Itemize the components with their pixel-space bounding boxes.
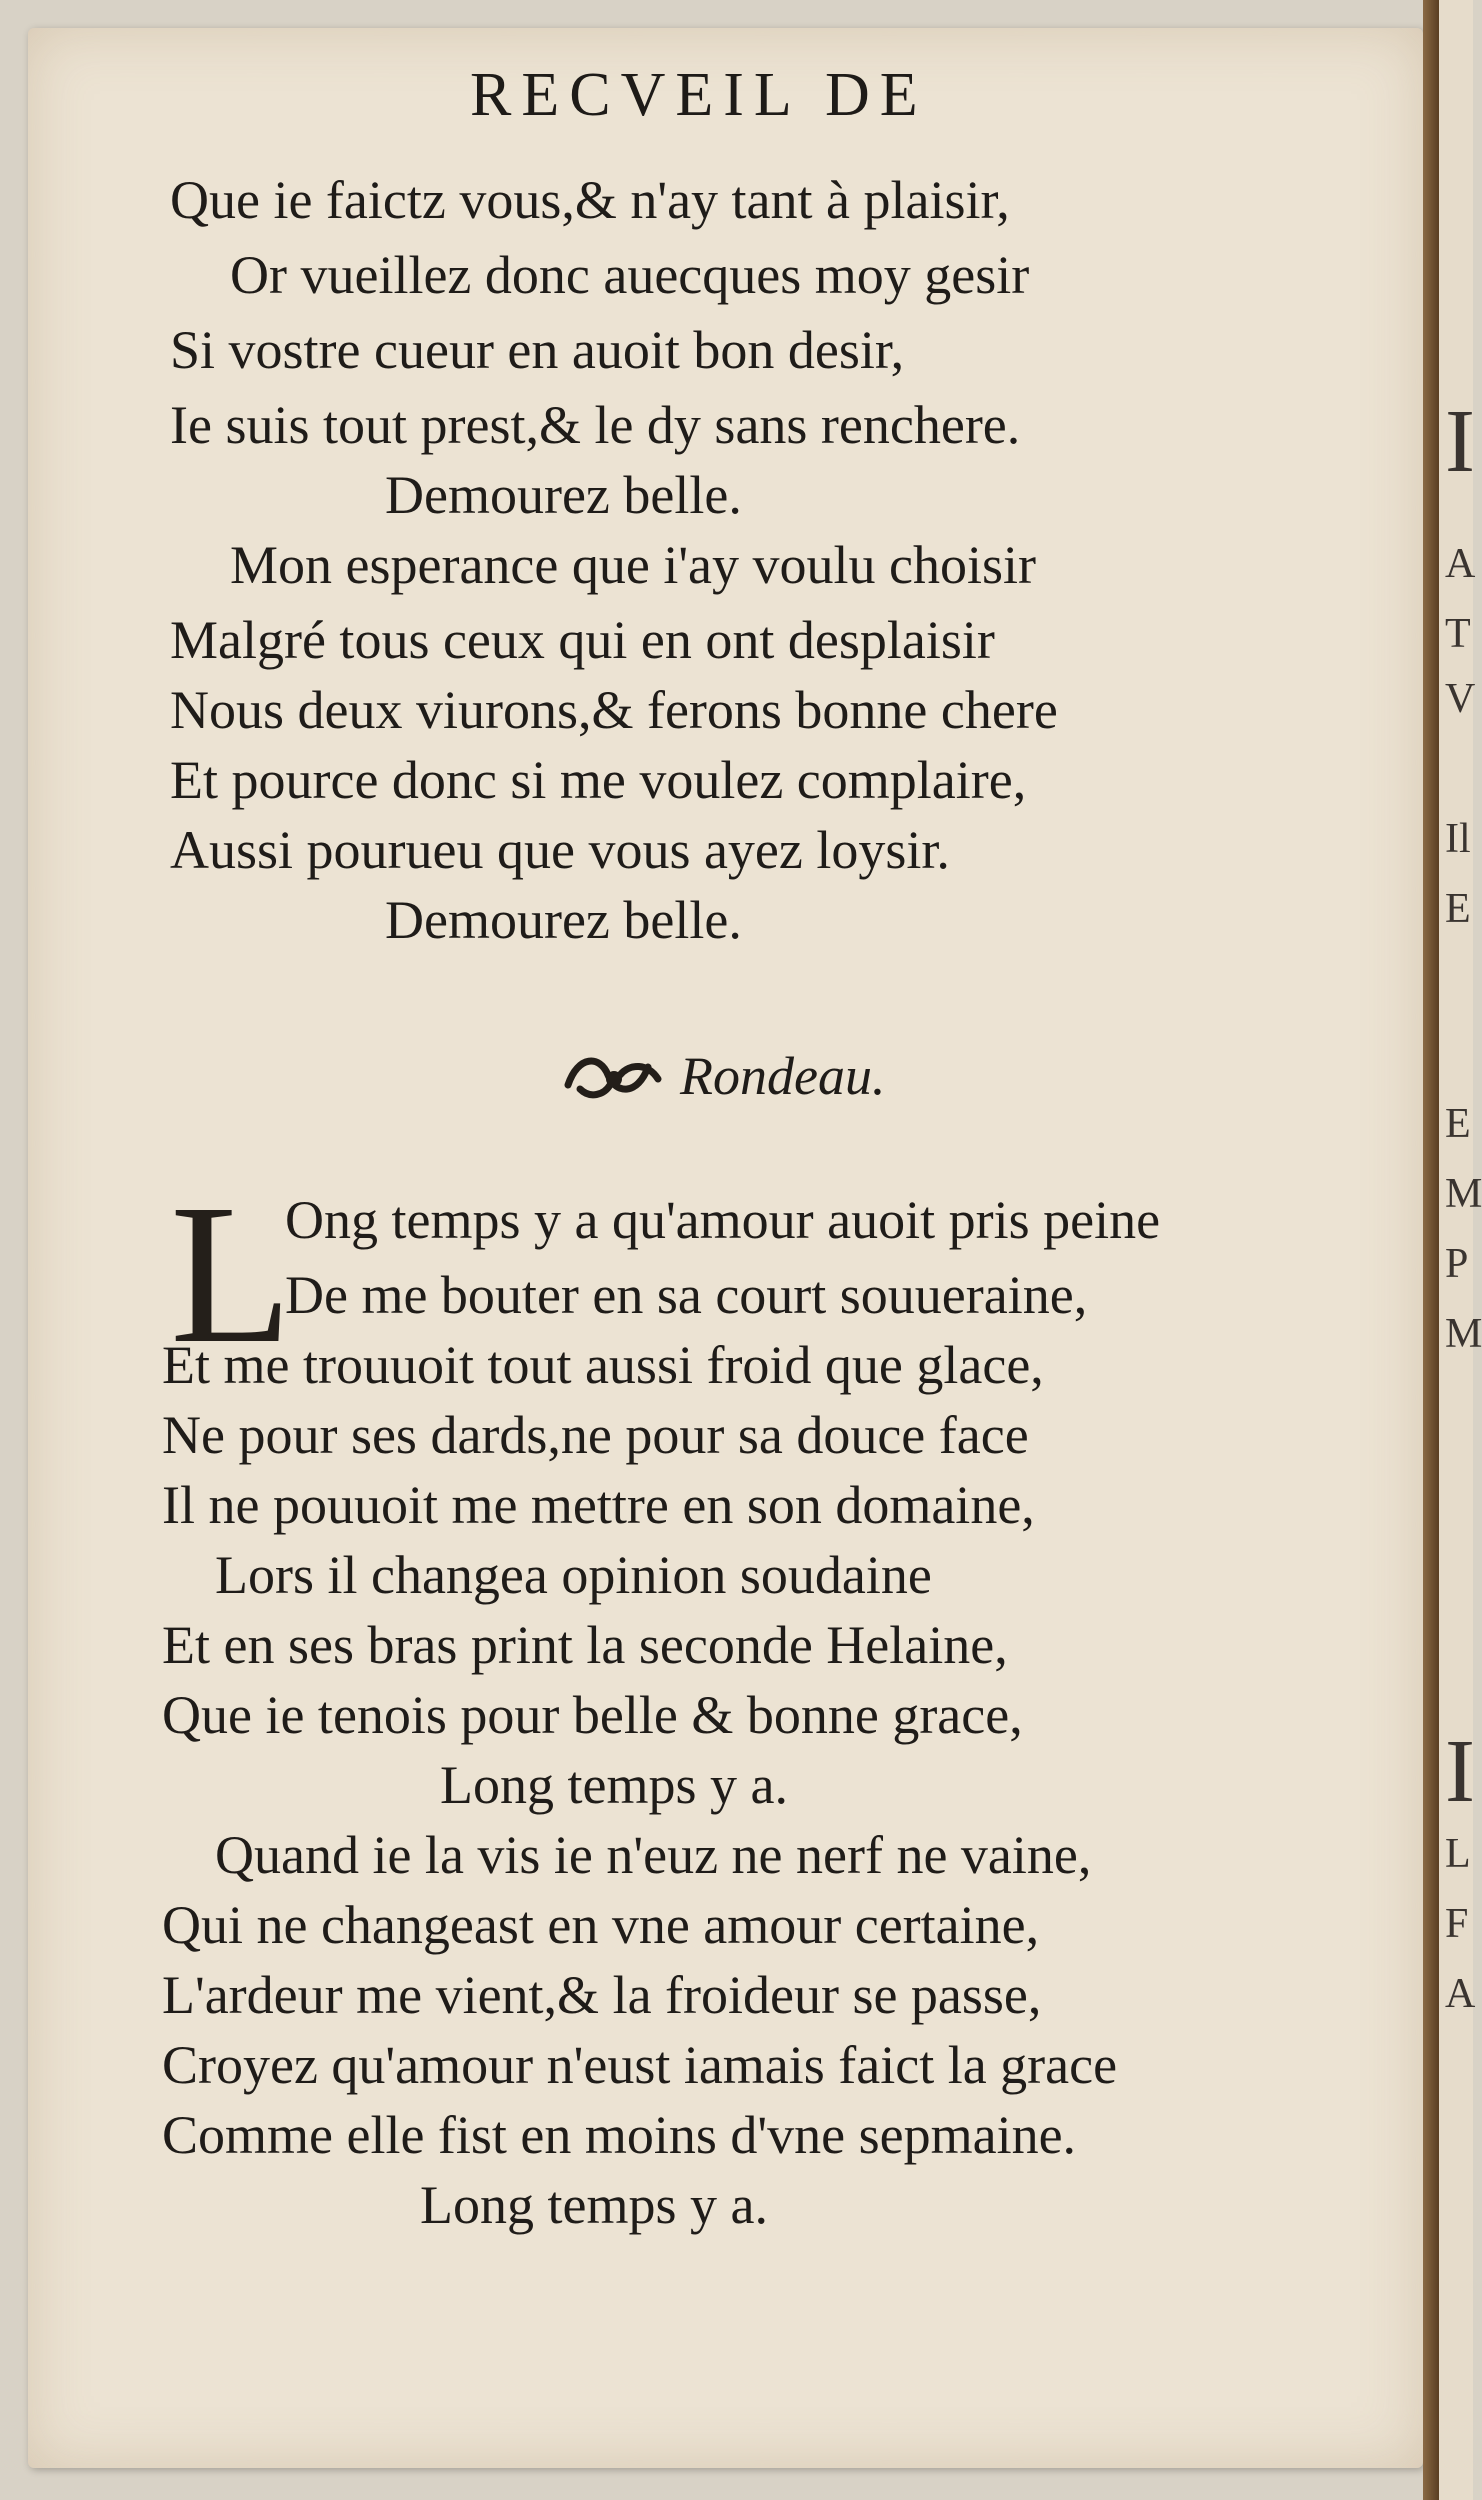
refrain-line: Demourez belle. [385, 890, 742, 950]
verse-line: Comme elle fist en moins d'vne sepmaine. [162, 2105, 1077, 2165]
verse-line: Que ie tenois pour belle & bonne grace, [162, 1685, 1023, 1745]
facing-letter: E [1445, 1101, 1471, 1147]
facing-letter: T [1445, 611, 1471, 657]
facing-letter: A [1445, 1971, 1476, 2017]
facing-letter: A [1445, 541, 1476, 587]
facing-letter: M [1445, 1171, 1482, 1217]
facing-letter: V [1445, 676, 1476, 722]
verse-line: De me bouter en sa court souueraine, [285, 1265, 1088, 1325]
facing-letter: I [1445, 1722, 1475, 1821]
facing-letter: L [1445, 1831, 1471, 1877]
verse-line: Malgré tous ceux qui en ont desplaisir [170, 610, 995, 670]
verse-line: Ie suis tout prest,& le dy sans renchere. [170, 395, 1021, 455]
verse-line: Que ie faictz vous,& n'ay tant à plaisir, [170, 170, 1010, 230]
verse-line: Lors il changea opinion soudaine [215, 1545, 932, 1605]
verse-line: Et me trouuoit tout aussi froid que glace, [162, 1335, 1044, 1395]
verse-line: Mon esperance que i'ay voulu choisir [230, 535, 1036, 595]
facing-letter: E [1445, 886, 1471, 932]
facing-letter: F [1445, 1901, 1469, 1947]
verse-line: Croyez qu'amour n'eust iamais faict la grace [162, 2035, 1118, 2095]
verse-line: Quand ie la vis ie n'euz ne nerf ne vaine, [215, 1825, 1092, 1885]
fleuron-ornament-icon [560, 1045, 670, 1105]
facing-letter: M [1445, 1311, 1482, 1357]
verse-line: Si vostre cueur en auoit bon desir, [170, 320, 905, 380]
verse-line: Il ne pouuoit me mettre en son domaine, [162, 1475, 1035, 1535]
facing-letter: Il [1445, 816, 1471, 862]
refrain-line: Demourez belle. [385, 465, 742, 525]
book-spine [1423, 0, 1439, 2500]
facing-letter: I [1445, 392, 1475, 491]
verse-line: Or vueillez donc auecques moy gesir [230, 245, 1030, 305]
verse-line: L'ardeur me vient,& la froideur se passe, [162, 1965, 1042, 2025]
refrain-line: Long temps y a. [440, 1755, 788, 1815]
running-header: RECVEIL DE [470, 61, 928, 129]
verse-line: Qui ne changeast en vne amour certaine, [162, 1895, 1040, 1955]
verse-line: Et pource donc si me voulez complaire, [170, 750, 1027, 810]
rondeau-title [680, 1045, 885, 1107]
facing-letter: P [1445, 1241, 1469, 1287]
drop-cap-initial: L [170, 1164, 293, 1385]
facing-page-edge [1439, 0, 1482, 2500]
rondeau-title-text: Rondeau. [680, 1046, 886, 1106]
verse-line: Ne pour ses dards,ne pour sa douce face [162, 1405, 1029, 1465]
verse-line: Nous deux viurons,& ferons bonne chere [170, 680, 1058, 740]
verse-line: Aussi pourueu que vous ayez loysir. [170, 820, 950, 880]
verse-line: Ong temps y a qu'amour auoit pris peine [285, 1190, 1161, 1250]
verse-line: Et en ses bras print la seconde Helaine, [162, 1615, 1008, 1675]
refrain-line: Long temps y a. [420, 2175, 768, 2235]
